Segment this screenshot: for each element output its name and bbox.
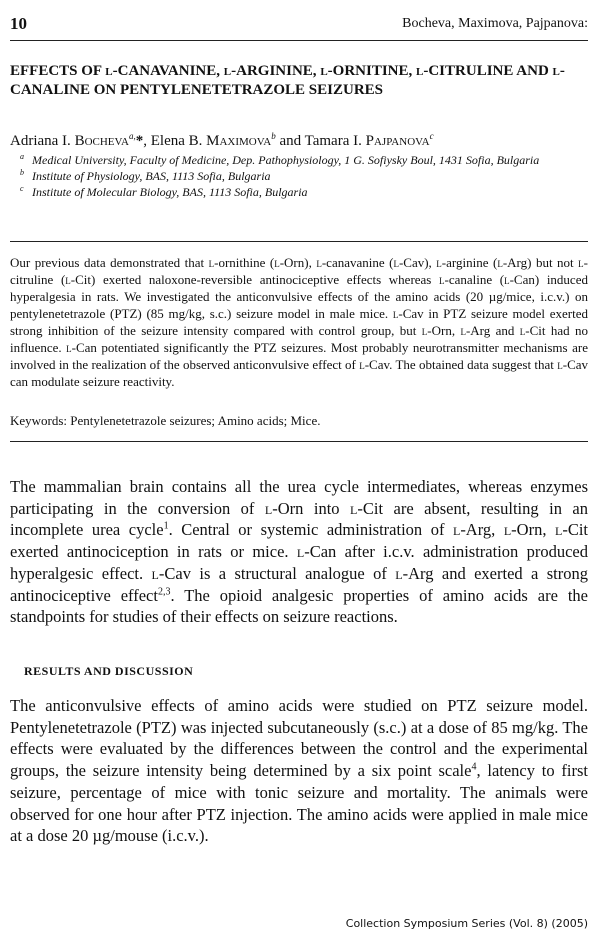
affiliation-b: b Institute of Physiology, BAS, 1113 Sofia, Bulgaria: [20, 168, 271, 183]
intro-paragraph: The mammalian brain contains all the urea cycle intermediates, whereas enzymes participating in the conversion of l-Orn into l-Cit are absent, resulting in an incomplete urea cycle$^1$. Central or systemic administration of l-Arg, l-Orn, l-Cit exerted antinociception in rats or mice. l-Can after i.c.v. administration produced hyperalgesic effect. l-Cav is a structural analogue of l-Arg and exerted a strong antinociceptive effect$^{2,3}$. The opioid analgesic properties of amino acids are the standpoints for studies of their effects on seizure reactions.: [10, 477, 589, 627]
author-list: Adriana I. Bocheva$^{a,}$*, Elena B. Maximova$^b$ and Tamara I. Pajpanova$^c$: [10, 131, 434, 149]
citation-ref: 1: [163, 520, 169, 532]
page-number: 10: [10, 14, 27, 33]
results-paragraph: The anticonvulsive effects of amino acids were studied on PTZ seizure model. Pentylenetetrazole (PTZ) was injected subcutaneously (s.c.) at a dose of 85 mg/kg. The effects were evaluated by the differences between the control and the experimental groups, the seizure intensity being determined by a six point scale$^4$, latency to first seizure, percentage of mice with tonic seizure and mortality. The animals were observed for one hour after PTZ injection. The amino acids were applied in male mice at a dose 20 µg/mouse (i.c.v.).: [10, 696, 588, 846]
affiliations: [20, 152, 588, 200]
author-bocheva: Bocheva: [74, 133, 129, 149]
citation-ref: 4: [471, 761, 477, 773]
abstract-rule-top: [10, 241, 588, 242]
running-head: Bocheva, Maximova, Pajpanova:: [402, 16, 588, 31]
page-header: [10, 14, 588, 40]
abstract-rule-bottom: [10, 441, 588, 442]
page-footer: Collection Symposium Series (Vol. 8) (2005): [345, 917, 588, 930]
abstract: Our previous data demonstrated that l-ornithine (l-Orn), l-canavanine (l-Cav), l-arginine (l-Arg) but not l-citruline (l-Cit) exerted naloxone-reversible antinociceptive effects whereas l-canaline (l-Can) induced hyperalgesia in rats. We investigated the anticonvulsive effects of the amino acids (20 µg/mice, i.c.v.) on pentylenetetrazole (PTZ) (85 mg/kg, s.c.) seizure model in male mice. l-Cav in PTZ seizure model exerted strong inhibition of the seizure intensity compared with control group, but l-Orn, l-Arg and l-Cit had no influence. l-Can potentiated significantly the PTZ seizures. Most probably neurotransmitter mechanisms are involved in the realization of the observed anticonvulsive effect of l-Cav. The obtained data suggest that l-Cav can modulate seizure reactivity.: [10, 255, 589, 389]
article-title: EFFECTS OF l-CANAVANINE, l-ARGININE, l-ORNITINE, l-CITRULINE AND l-CANALINE ON PENTYLENETETRAZOLE SEIZURES: [10, 63, 565, 98]
section-heading: RESULTS AND DISCUSSION: [24, 664, 194, 678]
author-pajpanova: Pajpanova: [365, 133, 430, 149]
citation-ref: 2,3: [157, 586, 171, 598]
keywords: Keywords: Pentylenetetrazole seizures; Amino acids; Mice.: [10, 413, 321, 428]
affiliation-a: a Medical University, Faculty of Medicine, Dep. Pathophysiology, 1 G. Sofiysky Boul, 1431 Sofia, Bulgaria: [20, 152, 540, 167]
author-maximova: Maximova: [206, 133, 272, 149]
header-rule: [10, 40, 588, 41]
affiliation-c: c Institute of Molecular Biology, BAS, 1113 Sofia, Bulgaria: [20, 184, 308, 199]
